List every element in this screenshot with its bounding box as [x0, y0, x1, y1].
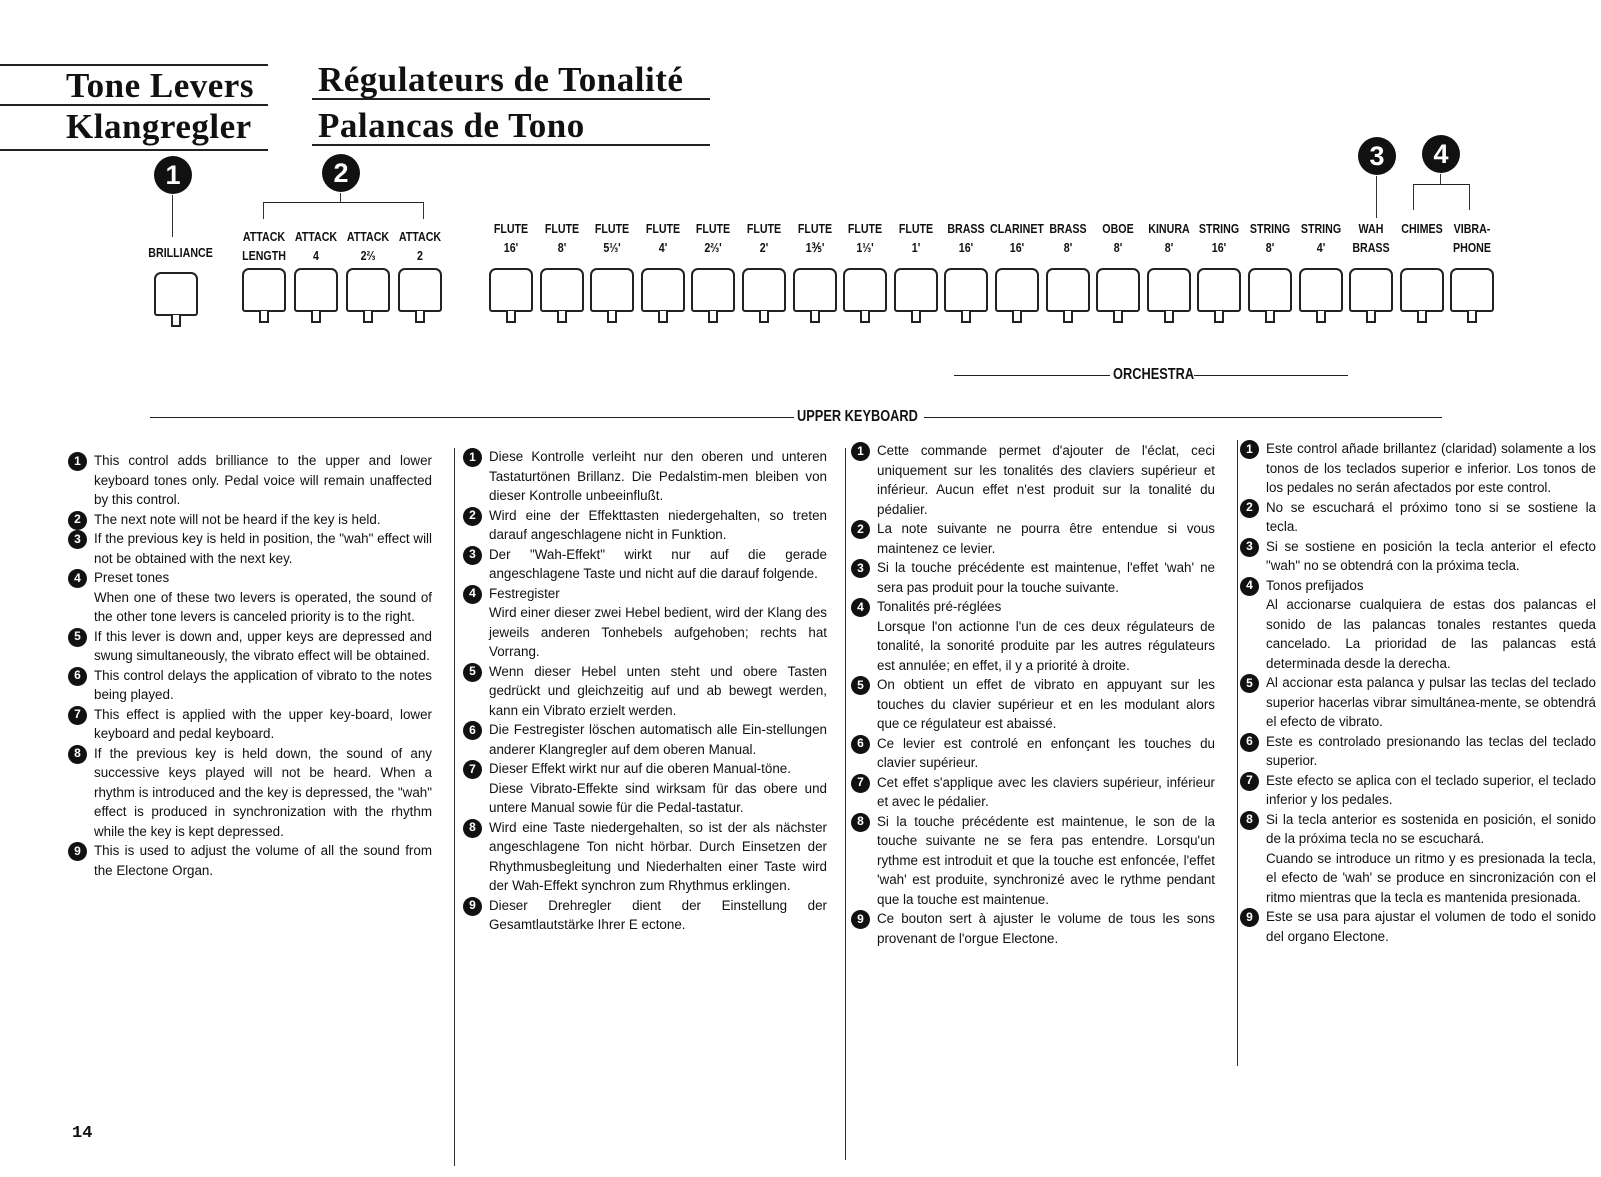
lever-label-orchestra-14	[1190, 220, 1247, 258]
upper-keyboard-line-right	[924, 417, 1442, 418]
note-item-es-3	[1240, 537, 1596, 576]
note-text: Si la touche précédente est maintenue, l'effet 'wah' ne sera pas produit pour la touche suivante.	[877, 560, 1215, 595]
lever-label-line: 4'	[658, 239, 668, 255]
badge-1-connector	[172, 195, 173, 237]
note-number-badge: 8	[1240, 811, 1259, 830]
note-text: Tonos prefijados	[1266, 577, 1364, 593]
lever-label-line: 2'	[759, 239, 769, 255]
lever-label-line: FLUTE	[797, 221, 833, 236]
badge-3: 3	[1358, 137, 1396, 175]
lever-label-line: BRASS	[947, 221, 985, 236]
lever-label-line	[1393, 239, 1450, 258]
note-text: Wenn dieser Hebel unten steht und obere Tasten gedrückt und gleichzeitig auf und ab bewegt werden, kann ein Vibrato erzielt werden.	[489, 663, 827, 718]
note-item-de-1	[463, 447, 827, 506]
lever-orchestra-19[interactable]	[1450, 268, 1494, 312]
lever-label-line: VIBRA-	[1453, 221, 1491, 236]
lever-orchestra-15[interactable]	[1248, 268, 1292, 312]
lever-stem	[1265, 311, 1275, 323]
lever-label-line: FLUTE	[847, 221, 883, 236]
lever-label-orchestra-11	[1039, 220, 1096, 258]
lever-orchestra-1[interactable]	[540, 268, 584, 312]
lever-label-orchestra-0	[482, 220, 539, 258]
lever-orchestra-3[interactable]	[641, 268, 685, 312]
lever-label-orchestra-17	[1342, 220, 1399, 258]
note-number-badge: 8	[463, 819, 482, 838]
note-number-badge: 9	[851, 910, 870, 929]
lever-label-line: STRING	[1300, 221, 1342, 236]
badge-2: 2	[322, 154, 360, 192]
note-text: Cuando se introduce un ritmo y es presionada la tecla, el efecto de 'wah' se produce en sincronización con el ritmo mientras que la tecla es mantenida presionada.	[1266, 850, 1596, 905]
lever-orchestra-17[interactable]	[1349, 268, 1393, 312]
badge-4: 4	[1422, 135, 1460, 173]
lever-label-line: FLUTE	[594, 221, 630, 236]
note-number-badge: 6	[851, 735, 870, 754]
lever-label-attack-2	[339, 228, 396, 266]
badge-3-connector	[1376, 176, 1377, 218]
note-item-es-1	[1240, 439, 1596, 498]
lever-stem	[1214, 311, 1224, 323]
lever-orchestra-13[interactable]	[1147, 268, 1191, 312]
lever-label-line: 2⅔	[360, 247, 376, 263]
lever-stem	[1316, 311, 1326, 323]
lever-label-orchestra-10	[988, 220, 1045, 258]
lever-label-orchestra-7	[836, 220, 893, 258]
orchestra-label: ORCHESTRA	[1113, 366, 1195, 383]
lever-label-line: STRING	[1198, 221, 1240, 236]
lever-label-line: CHIMES	[1401, 221, 1443, 236]
lever-label-line: 1⅗'	[805, 239, 825, 255]
lever-label-line: 5⅓'	[603, 239, 621, 255]
lever-label-orchestra-3	[634, 220, 691, 258]
note-text: This control adds brilliance to the upper and lower keyboard tones only. Pedal voice will remain unaffected by this control.	[94, 453, 432, 507]
note-number-badge: 5	[68, 628, 87, 647]
note-text: Der "Wah-Effekt" wirkt nur auf die gerade angeschlagene Taste und nicht auf die darauf folgende.	[489, 546, 827, 581]
note-item-es-6	[1240, 732, 1596, 771]
note-text: Wird einer dieser zwei Hebel bedient, wird der Klang des jeweils anderen Tonhebels aufgehoben; rechts hat Vorrang.	[489, 605, 827, 659]
lever-orchestra-16[interactable]	[1299, 268, 1343, 312]
note-text: Die Festregister löschen automatisch alle Ein-stellungen anderer Klangregler auf dem oberen Manual.	[489, 722, 827, 757]
note-item-en-9	[68, 841, 432, 880]
note-text: When one of these two levers is operated, the sound of the other tone levers is canceled priority is to the right.	[94, 589, 432, 624]
lever-label-attack-3	[391, 228, 448, 266]
lever-stem	[259, 311, 269, 323]
badge-1: 1	[154, 156, 192, 194]
note-text: La note suivante ne pourra être entendue si vous maintenez ce levier.	[877, 521, 1215, 556]
note-number-badge: 6	[1240, 733, 1259, 752]
lever-label-line: ATTACK	[346, 229, 390, 244]
note-number-badge: 7	[1240, 772, 1259, 791]
page-number: 14	[72, 1124, 93, 1143]
lever-label-line: STRING	[1249, 221, 1291, 236]
lever-stem	[708, 311, 718, 323]
note-item-fr-2	[851, 519, 1215, 558]
lever-label-orchestra-15	[1241, 220, 1298, 258]
lever-stem	[1063, 311, 1073, 323]
lever-label-line: FLUTE	[493, 221, 529, 236]
note-number-badge: 9	[68, 842, 87, 861]
lever-label-line: 8'	[1265, 239, 1275, 255]
lever-label-line: PHONE	[1453, 239, 1491, 255]
lever-orchestra-9[interactable]	[944, 268, 988, 312]
note-item-fr-1	[851, 441, 1215, 519]
lever-orchestra-4[interactable]	[691, 268, 735, 312]
note-number-badge: 5	[851, 676, 870, 695]
note-text: Festregister	[489, 585, 560, 601]
note-text: Preset tones	[94, 570, 170, 585]
lever-label-orchestra-2	[583, 220, 640, 258]
note-number-badge: 1	[68, 452, 87, 471]
note-item-en-2	[68, 510, 432, 530]
note-number-badge: 3	[1240, 538, 1259, 557]
note-item-en-6	[68, 666, 432, 705]
lever-label-line: 16'	[503, 239, 519, 255]
note-item-es-7	[1240, 771, 1596, 810]
note-item-es-2	[1240, 498, 1596, 537]
lever-label-line: CLARINET	[990, 221, 1044, 236]
lever-label-line: FLUTE	[898, 221, 934, 236]
lever-label-line: ATTACK	[294, 229, 338, 244]
lever-orchestra-11[interactable]	[1046, 268, 1090, 312]
lever-label-line: 8'	[1164, 239, 1174, 255]
note-number-badge: 7	[68, 706, 87, 725]
title-rule-bottom-right	[312, 144, 710, 146]
note-item-es-9	[1240, 907, 1596, 946]
title-es: Palancas de Tono	[318, 106, 585, 145]
note-item-es-4	[1240, 576, 1596, 674]
note-item-de-4	[463, 584, 827, 662]
lever-label-orchestra-13	[1140, 220, 1197, 258]
note-item-es-5	[1240, 673, 1596, 732]
column-separator-3	[1237, 440, 1238, 1066]
note-text: Diese Kontrolle verleiht nur den oberen und unteren Tastaturtönen Brillanz. Die Pedalstim-men bleiben von dieser Kontrolle unbeeinflußt.	[489, 449, 827, 503]
note-text: Tonalités pré-réglées	[877, 599, 1002, 614]
note-number-badge: 6	[68, 667, 87, 686]
note-item-de-9	[463, 896, 827, 935]
lever-label-line: 16'	[1009, 239, 1025, 255]
note-text: Cet effet s'applique avec les claviers supérieur, inférieur et avec le pédalier.	[877, 774, 1215, 809]
lever-label-line: 8'	[1063, 239, 1073, 255]
note-number-badge: 8	[68, 745, 87, 764]
lever-stem	[911, 311, 921, 323]
note-text: This effect is applied with the upper key-board, lower keyboard and pedal keyboard.	[94, 706, 432, 741]
lever-stem	[1366, 311, 1376, 323]
column-separator-1	[454, 448, 455, 1166]
note-number-badge: 5	[463, 663, 482, 682]
lever-label-line: OBOE	[1102, 221, 1134, 236]
note-item-de-3	[463, 545, 827, 584]
note-text: If this lever is down and, upper keys are depressed and swung simultaneously, the vibrato effect will be obtained.	[94, 628, 432, 663]
note-text: If the previous key is held in position, the "wah" effect will not be obtained with the next key.	[94, 531, 432, 566]
lever-attack-3[interactable]	[398, 268, 442, 312]
lever-label-line: 8'	[557, 239, 567, 255]
lever-orchestra-14[interactable]	[1197, 268, 1241, 312]
lever-label-line: ATTACK	[398, 229, 442, 244]
badge-4-bracket	[1413, 184, 1470, 185]
note-text: Wird eine Taste niedergehalten, so ist der als nächster angeschlagene Ton nicht hörbar. Durch Einsetzen der Rhythmusbegleitung und Niederhalten einer Taste wird der Wah-Effekt synchron zum Rhythmus erklingen.	[489, 819, 827, 893]
lever-stem	[658, 311, 668, 323]
note-text: Este es controlado presionando las teclas del teclado superior.	[1266, 733, 1596, 768]
lever-orchestra-8[interactable]	[894, 268, 938, 312]
title-en: Tone Levers	[66, 66, 254, 105]
bracket-4-tick-1	[1413, 184, 1414, 210]
note-number-badge: 2	[1240, 499, 1259, 518]
note-item-de-5	[463, 662, 827, 721]
note-text: Dieser Effekt wirkt nur auf die oberen Manual-töne.	[489, 761, 791, 776]
badge-4-connector	[1440, 174, 1441, 184]
note-number-badge: 3	[851, 559, 870, 578]
lever-label-orchestra-6	[786, 220, 843, 258]
lever-stem	[1113, 311, 1123, 323]
lever-label-line: WAH	[1358, 221, 1384, 236]
note-number-badge: 5	[1240, 674, 1259, 693]
lever-stem	[860, 311, 870, 323]
note-item-fr-7	[851, 773, 1215, 812]
lever-stem	[363, 311, 373, 323]
orchestra-line-left	[954, 375, 1110, 376]
lever-label-brilliance	[148, 244, 213, 263]
note-item-fr-6	[851, 734, 1215, 773]
note-number-badge: 1	[463, 448, 482, 467]
note-text: On obtient un effet de vibrato en appuyant sur les touches du clavier supérieur et en les modulant alors que ce régulateur est abaissé.	[877, 677, 1215, 731]
lever-orchestra-0[interactable]	[489, 268, 533, 312]
bracket-2-tick-2	[423, 202, 424, 219]
note-item-en-1	[68, 451, 432, 510]
lever-orchestra-6[interactable]	[793, 268, 837, 312]
note-text: If the previous key is held down, the sound of any successive keys played will not be heard. When a rhythm is introduced and the key is depressed, the "wah" effect is produced in synchronization with the rhythm while the key is kept depressed.	[94, 745, 432, 839]
note-text: Si la touche précédente est maintenue, le son de la touche suivante ne se fera pas entendre. Lorsqu'un rythme est introduit et que la touche est enfoncée, l'effet 'wah' est produite, synchronizé avec le rythme pendant que la touche est maintenue.	[877, 813, 1215, 907]
note-number-badge: 2	[463, 507, 482, 526]
lever-label-attack-0	[235, 228, 292, 266]
note-number-badge: 7	[851, 774, 870, 793]
lever-stem	[506, 311, 516, 323]
lever-label-line: 16'	[1211, 239, 1227, 255]
note-number-badge: 4	[851, 598, 870, 617]
note-text: Lorsque l'on actionne l'un de ces deux régulateurs de tonalité, la sonorité produite par les autres régulateurs est annulée; en effet, il y a priorité à droite.	[877, 618, 1215, 673]
note-text: Wird eine der Effekttasten niedergehalten, so treten darauf angeschlagene nicht in Funktion.	[489, 507, 827, 542]
note-item-de-6	[463, 720, 827, 759]
lever-brilliance[interactable]	[154, 272, 198, 316]
note-text: Diese Vibrato-Effekte sind wirksam für das obere und untere Manual sowie für die Pedal-tastatur.	[489, 780, 827, 815]
note-text: This is used to adjust the volume of all the sound from the Electone Organ.	[94, 843, 432, 878]
lever-label-attack-1	[287, 228, 344, 266]
lever-stem	[415, 311, 425, 323]
title-rule-mid-left	[0, 104, 268, 106]
bracket-2-tick-1	[263, 202, 264, 219]
lever-attack-1[interactable]	[294, 268, 338, 312]
lever-orchestra-7[interactable]	[843, 268, 887, 312]
note-item-fr-3	[851, 558, 1215, 597]
note-number-badge: 1	[1240, 440, 1259, 459]
note-text: Al accionar esta palanca y pulsar las teclas del teclado superior hacerlas vibrar simultánea-mente, se obtendrá el efecto de vibrato.	[1266, 675, 1596, 729]
note-number-badge: 2	[68, 511, 87, 530]
lever-label-orchestra-1	[533, 220, 590, 258]
note-item-fr-8	[851, 812, 1215, 910]
lever-stem	[1164, 311, 1174, 323]
lever-label-line: BRASS	[1049, 221, 1087, 236]
title-fr: Régulateurs de Tonalité	[318, 60, 684, 99]
column-fr	[851, 441, 1215, 948]
lever-label-orchestra-19	[1443, 220, 1500, 258]
title-rule-bottom-left	[0, 149, 268, 151]
lever-label-line: 8'	[1113, 239, 1123, 255]
lever-orchestra-2[interactable]	[590, 268, 634, 312]
note-text: Este control añade brillantez (claridad) solamente a los tonos de los teclados superior e inferior. Los tonos de los pedales no serán afectados por este control.	[1266, 441, 1596, 495]
bracket-4-tick-2	[1469, 184, 1470, 210]
lever-attack-0[interactable]	[242, 268, 286, 312]
note-number-badge: 6	[463, 721, 482, 740]
note-item-fr-4	[851, 597, 1215, 675]
lever-label-orchestra-4	[684, 220, 741, 258]
lever-label-line: 2	[417, 247, 423, 263]
lever-label-line: BRASS	[1352, 239, 1390, 255]
note-text: Ce bouton sert à ajuster le volume de tous les sons provenant de l'orgue Electone.	[877, 911, 1215, 946]
lever-label-orchestra-18	[1393, 220, 1450, 258]
lever-label-orchestra-5	[735, 220, 792, 258]
lever-label-brilliance-line1: BRILLIANCE	[148, 245, 213, 260]
lever-orchestra-18[interactable]	[1400, 268, 1444, 312]
note-number-badge: 8	[851, 813, 870, 832]
note-item-fr-9	[851, 909, 1215, 948]
note-item-de-2	[463, 506, 827, 545]
column-separator-2	[845, 448, 846, 1160]
lever-label-line: 4'	[1316, 239, 1326, 255]
upper-keyboard-line-left	[150, 417, 794, 418]
lever-label-line: FLUTE	[544, 221, 580, 236]
lever-stem	[607, 311, 617, 323]
note-item-en-8	[68, 744, 432, 842]
lever-label-line: FLUTE	[695, 221, 731, 236]
note-text: Este efecto se aplica con el teclado superior, el teclado inferior y los pedales.	[1266, 772, 1596, 807]
note-text: Dieser Drehregler dient der Einstellung der Gesamtlautstärke Ihrer E ectone.	[489, 897, 827, 932]
note-item-de-8	[463, 818, 827, 896]
note-item-en-4	[68, 568, 432, 627]
note-item-es-8	[1240, 810, 1596, 908]
note-number-badge: 4	[463, 585, 482, 604]
note-number-badge: 3	[463, 546, 482, 565]
lever-label-line: 1⅓'	[856, 239, 874, 255]
note-item-en-7	[68, 705, 432, 744]
note-text: Si la tecla anterior es sostenida en posición, el sonido de la próxima tecla no se escuchará.	[1266, 811, 1596, 846]
lever-label-line: FLUTE	[746, 221, 782, 236]
lever-label-orchestra-16	[1292, 220, 1349, 258]
lever-stem	[1417, 311, 1427, 323]
title-de: Klangregler	[66, 107, 252, 146]
lever-label-line: 1'	[911, 239, 921, 255]
note-text: This control delays the application of vibrato to the notes being played.	[94, 667, 432, 702]
lever-orchestra-5[interactable]	[742, 268, 786, 312]
note-number-badge: 9	[463, 897, 482, 916]
lever-attack-2[interactable]	[346, 268, 390, 312]
lever-stem	[1467, 311, 1477, 323]
column-de	[463, 447, 827, 935]
column-en	[68, 451, 432, 880]
note-text: Al accionarse cualquiera de estas dos palancas el sonido de las palancas tonales restantes queda cancelado. La prioridad de las palancas está determinada desde la derecha.	[1266, 597, 1596, 671]
lever-orchestra-12[interactable]	[1096, 268, 1140, 312]
lever-stem	[1012, 311, 1022, 323]
note-number-badge: 4	[1240, 577, 1259, 596]
lever-stem	[759, 311, 769, 323]
lever-orchestra-10[interactable]	[995, 268, 1039, 312]
lever-stem	[810, 311, 820, 323]
note-number-badge: 3	[68, 530, 87, 549]
lever-label-line: 16'	[958, 239, 974, 255]
note-number-badge: 2	[851, 520, 870, 539]
note-text: Ce levier est controlé en enfonçant les touches du clavier supérieur.	[877, 735, 1215, 770]
note-item-de-7	[463, 759, 827, 818]
lever-label-orchestra-12	[1089, 220, 1146, 258]
lever-label-line: 2⅔'	[704, 239, 722, 255]
lever-stem	[311, 311, 321, 323]
lever-label-orchestra-8	[887, 220, 944, 258]
note-item-en-3	[68, 529, 432, 568]
note-number-badge: 9	[1240, 908, 1259, 927]
lever-stem	[171, 315, 181, 327]
note-text: No se escuchará el próximo tono si se sostiene la tecla.	[1266, 499, 1596, 534]
lever-label-line: KINURA	[1148, 221, 1190, 236]
upper-keyboard-label: UPPER KEYBOARD	[797, 408, 918, 425]
lever-label-line: ATTACK	[242, 229, 286, 244]
note-text: Este se usa para ajustar el volumen de todo el sonido del organo Electone.	[1266, 909, 1596, 944]
badge-2-bracket	[263, 202, 424, 203]
orchestra-line-right	[1194, 375, 1348, 376]
note-item-fr-5	[851, 675, 1215, 734]
lever-label-orchestra-9	[937, 220, 994, 258]
lever-label-line: FLUTE	[645, 221, 681, 236]
column-es	[1240, 439, 1596, 946]
note-text: The next note will not be heard if the key is held.	[94, 511, 381, 527]
note-number-badge: 4	[68, 569, 87, 588]
note-item-en-5	[68, 627, 432, 666]
lever-stem	[961, 311, 971, 323]
note-number-badge: 1	[851, 442, 870, 461]
note-text: Si se sostiene en posición la tecla anterior el efecto "wah" no se obtendrá con la próxima tecla.	[1266, 538, 1596, 573]
lever-label-line: LENGTH	[242, 247, 286, 263]
note-text: Cette commande permet d'ajouter de l'éclat, ceci uniquement sur les tonalités des claviers supérieur et inférieur. Aucun effet n'est produit sur la tonalité du pédalier.	[877, 443, 1215, 517]
note-number-badge: 7	[463, 760, 482, 779]
lever-label-line: 4	[313, 247, 319, 263]
lever-stem	[557, 311, 567, 323]
